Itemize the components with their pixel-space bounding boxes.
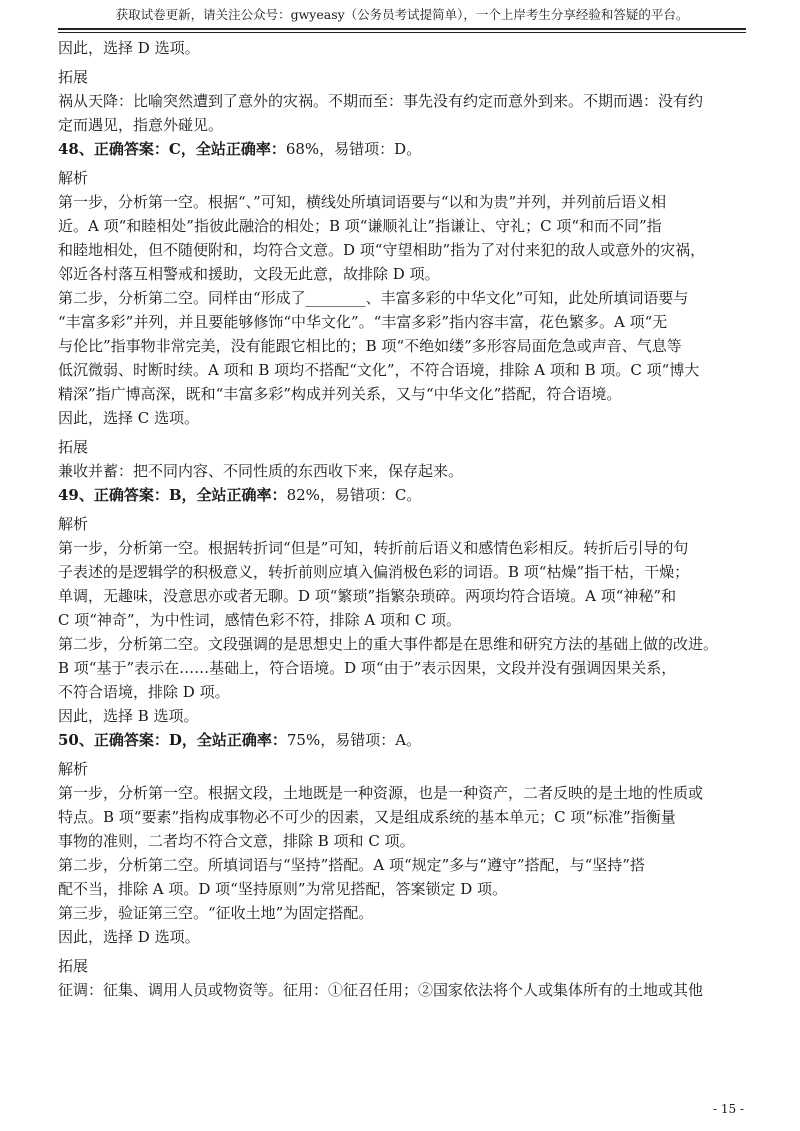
- line-text: 因此，选择 D 选项。: [58, 928, 200, 946]
- section-label: [58, 65, 746, 89]
- line-text: C 项“神奇”，为中性词，感情色彩不符，排除 A 项和 C 项。: [58, 611, 461, 629]
- line-text: 第二步，分析第二空。文段强调的是思想史上的重大事件都是在思维和研究方法的基础上做的改进。: [58, 635, 719, 653]
- section-label: [58, 435, 746, 459]
- text-line: [58, 334, 746, 358]
- text-line: [58, 459, 746, 483]
- text-line: [58, 406, 746, 430]
- line-text: 拓展: [58, 438, 89, 456]
- text-line: [58, 310, 746, 334]
- line-text: 解析: [58, 760, 89, 778]
- line-text: 第一步，分析第一空。根据“、”可知，横线处所填词语要与“以和为贵”并列，并列前后语义相: [58, 193, 667, 211]
- line-text: 兼收并蓄：把不同内容、不同性质的东西收下来，保存起来。: [58, 462, 464, 480]
- line-text: 第二步，分析第二空。所填词语与“坚持”搭配。A 项“规定”多与“遵守”搭配，与“坚持”搭: [58, 856, 645, 874]
- answer-line: [58, 728, 746, 752]
- line-text: 50、正确答案：D，全站正确率：: [58, 731, 287, 749]
- line-text: “丰富多彩”并列，并且要能够修饰“中华文化”。“丰富多彩”指内容丰富，花色繁多。A 项“无: [58, 313, 668, 331]
- text-line: [58, 704, 746, 728]
- line-text: 第一步，分析第一空。根据文段，土地既是一种资源，也是一种资产，二者反映的是土地的性质或: [58, 784, 704, 802]
- line-text: 定而遇见，指意外碰见。: [58, 116, 224, 134]
- line-text: 因此，选择 C 选项。: [58, 409, 200, 427]
- text-line: [58, 113, 746, 137]
- text-line: [58, 925, 746, 949]
- line-text: 第三步，验证第三空。“征收土地”为固定搭配。: [58, 904, 374, 922]
- line-text: 征调：征集、调用人员或物资等。征用：①征召任用；②国家依法将个人或集体所有的土地或其他: [58, 981, 704, 999]
- line-text: 子表述的是逻辑学的积极意义，转折前则应填入偏消极色彩的词语。B 项“枯燥”指干枯，干燥；: [58, 563, 690, 581]
- line-text: 因此，选择 B 选项。: [58, 707, 199, 725]
- text-line: [58, 608, 746, 632]
- text-line: [58, 632, 746, 656]
- text-line: [58, 536, 746, 560]
- answer-stats: 68%，易错项：D。: [285, 140, 422, 158]
- text-line: [58, 829, 746, 853]
- text-line: [58, 190, 746, 214]
- page-header: 获取试卷更新，请关注公众号：gwyeasy（公务员考试提简单），一个上岸考生分享经验和答疑的平台。: [115, 7, 689, 22]
- line-text: 第二步，分析第二空。同样由“形成了________、丰富多彩的中华文化”可知，此处所填词语要与: [58, 289, 689, 307]
- section-label: [58, 512, 746, 536]
- text-line: [58, 89, 746, 113]
- line-text: 拓展: [58, 957, 89, 975]
- line-text: 拓展: [58, 68, 89, 86]
- text-line: [58, 781, 746, 805]
- line-text: 第一步，分析第一空。根据转折词“但是”可知，转折前后语义和感情色彩相反。转折后引导的句: [58, 539, 689, 557]
- line-text: 单调，无趣味，没意思亦或者无聊。D 项“繁琐”指繁杂琐碎。两项均符合语境。A 项“神秘”和: [58, 587, 677, 605]
- text-line: [58, 877, 746, 901]
- page-number: - 15 -: [712, 1102, 744, 1116]
- line-text: 48、正确答案：C，全站正确率：: [58, 140, 286, 158]
- answer-line: [58, 137, 746, 161]
- text-line: [58, 214, 746, 238]
- line-text: 低沉微弱、时断时续。A 项和 B 项均不搭配“文化”，不符合语境，排除 A 项和 B 项。C 项“博大: [58, 361, 700, 379]
- line-text: 解析: [58, 515, 89, 533]
- answer-stats: 75%，易错项：A。: [286, 731, 422, 749]
- line-text: 和睦地相处，但不随便附和，均符合文意。D 项“守望相助”指为了对付来犯的敌人或意外的灾祸，: [58, 241, 706, 259]
- answer-stats: 82%，易错项：C。: [286, 486, 422, 504]
- text-line: [58, 853, 746, 877]
- line-text: 49、正确答案：B，全站正确率：: [58, 486, 287, 504]
- header-rule-thick: [58, 28, 746, 30]
- document-body: [58, 36, 746, 1002]
- line-text: 祸从天降：比喻突然遭到了意外的灾祸。不期而至：事先没有约定而意外到来。不期而遇：没有约: [58, 92, 704, 110]
- text-line: [58, 238, 746, 262]
- line-text: 与伦比”指事物非常完美，没有能跟它相比的；B 项“不绝如缕”多形容局面危急或声音、气息等: [58, 337, 682, 355]
- text-line: [58, 560, 746, 584]
- section-label: [58, 954, 746, 978]
- text-line: [58, 680, 746, 704]
- text-line: [58, 901, 746, 925]
- text-line: [58, 358, 746, 382]
- section-label: [58, 757, 746, 781]
- text-line: [58, 36, 746, 60]
- line-text: 特点。B 项“要素”指构成事物必不可少的因素，又是组成系统的基本单元；C 项“标准”指衡量: [58, 808, 676, 826]
- text-line: [58, 978, 746, 1002]
- text-line: [58, 382, 746, 406]
- text-line: [58, 805, 746, 829]
- text-line: [58, 584, 746, 608]
- line-text: 因此，选择 D 选项。: [58, 39, 200, 57]
- answer-line: [58, 483, 746, 507]
- line-text: 精深”指广博高深，既和“丰富多彩”构成并列关系，又与“中华文化”搭配，符合语境。: [58, 385, 622, 403]
- line-text: 事物的准则，二者均不符合文意，排除 B 项和 C 项。: [58, 832, 415, 850]
- section-label: [58, 166, 746, 190]
- line-text: B 项“基于”表示在……基础上，符合语境。D 项“由于”表示因果，文段并没有强调因果关系，: [58, 659, 677, 677]
- line-text: 配不当，排除 A 项。D 项“坚持原则”为常见搭配，答案锁定 D 项。: [58, 880, 508, 898]
- line-text: 邻近各村落互相警戒和援助，文段无此意，故排除 D 项。: [58, 265, 440, 283]
- line-text: 不符合语境，排除 D 项。: [58, 683, 230, 701]
- line-text: 解析: [58, 169, 89, 187]
- text-line: [58, 286, 746, 310]
- header-rule-thin: [58, 32, 746, 33]
- text-line: [58, 262, 746, 286]
- text-line: [58, 656, 746, 680]
- line-text: 近。A 项“和睦相处”指彼此融洽的相处；B 项“谦顺礼让”指谦让、守礼；C 项“和而不同”指: [58, 217, 662, 235]
